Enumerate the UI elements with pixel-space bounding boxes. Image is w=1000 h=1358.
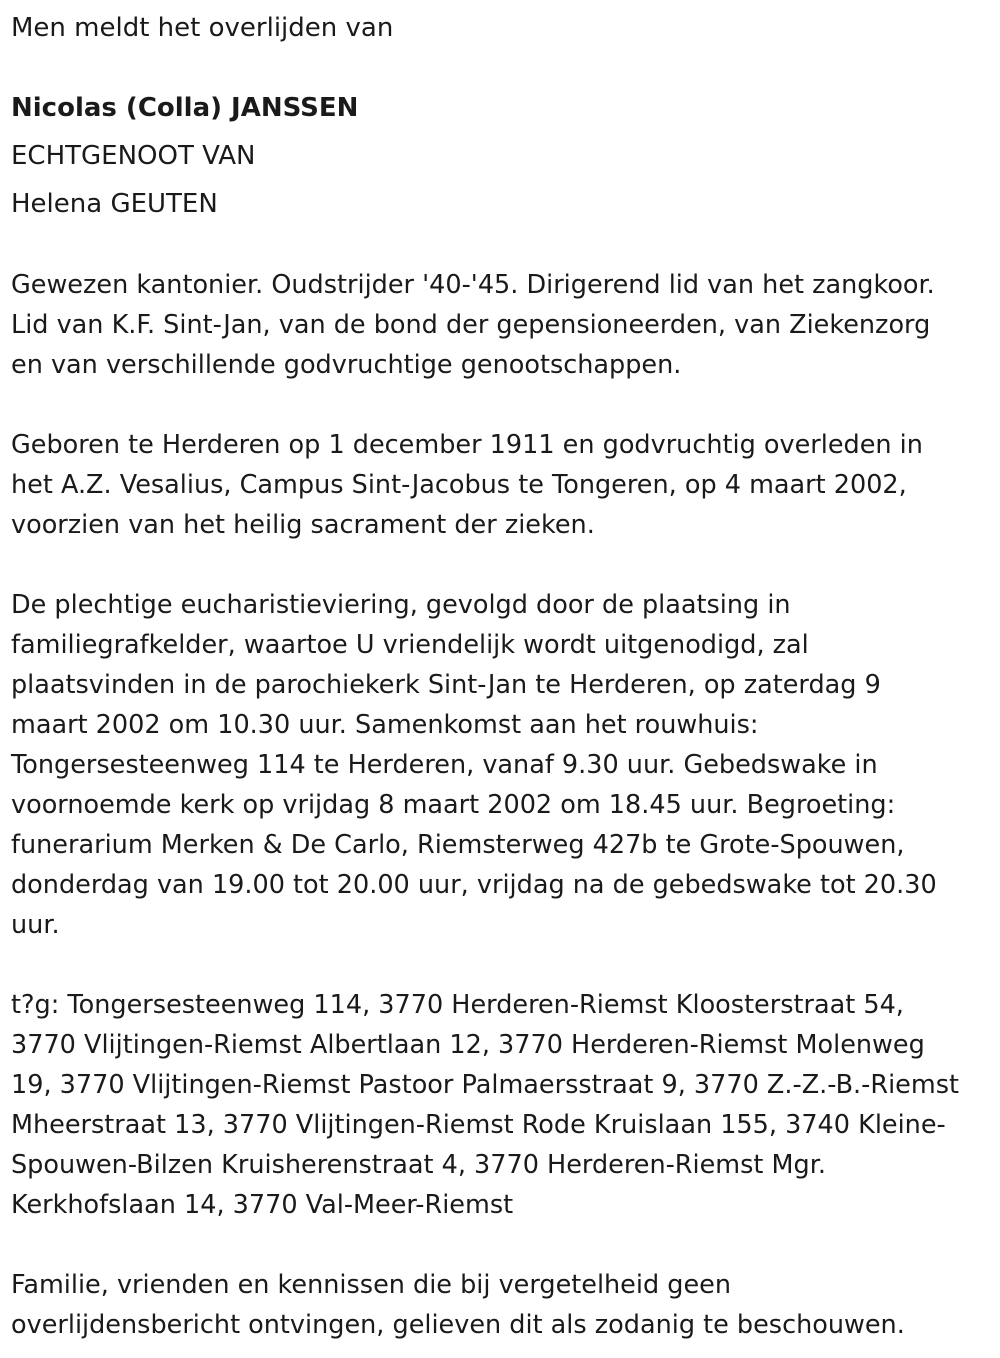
biography-paragraph: Gewezen kantonier. Oudstrijder '40-'45. Dirigerend lid van het zangkoor. Lid van K.F. Sint-Jan, van de bond der gepensioneerden, van Ziekenzorg en van verschillende godvruchtige genootschappen. [11,270,935,380]
ceremony-paragraph: De plechtige eucharistieviering, gevolgd door de plaatsing in familiegrafkelder, waartoe U vriendelijk wordt uitgenodigd, zal plaatsvinden in de parochiekerk Sint-Jan te Herderen, op zaterdag 9 maart 2002 om 10.30 uur. Samenkomst aan het rouwhuis: Tongersesteenweg 114 te Herderen, vanaf 9.30 uur. Gebedswake in voornoemde kerk op vrijdag 8 maart 2002 om 18.45 uur. Begroeting: funerarium Merken & De Carlo, Riemsterweg 427b te Grote-Spouwen, donderdag van 19.00 tot 20.00 uur, vrijdag na de gebedswake tot 20.30 uur. [11,590,937,940]
closing-paragraph: Familie, vrienden en kennissen die bij vergetelheid geen overlijdensbericht ontvingen, gelieven dit als zodanig te beschouwen. [11,1270,905,1340]
birth-death-paragraph: Geboren te Herderen op 1 december 1911 en godvruchtig overleden in het A.Z. Vesalius, Campus Sint-Jacobus te Tongeren, op 4 maart 2002, voorzien van het heilig sacrament der zieken. [11,430,923,540]
addresses-paragraph: t?g: Tongersesteenweg 114, 3770 Herderen-Riemst Kloosterstraat 54, 3770 Vlijtingen-Riemst Albertlaan 12, 3770 Herderen-Riemst Molenweg 19, 3770 Vlijtingen-Riemst Pastoor Palmaersstraat 9, 3770 Z.-Z.-B.-Riemst Mheerstraat 13, 3770 Vlijtingen-Riemst Rode Kruislaan 155, 3740 Kleine- Spouwen-Bilzen Kruisherenstraat 4, 3770 Herderen-Riemst Mgr. Kerkhofslaan 14, 3770 Val-Meer-Riemst [11,990,959,1220]
spouse-name: Helena GEUTEN [11,189,218,219]
intro-line: Men meldt het overlijden van [11,13,394,43]
deceased-name: Nicolas (Colla) JANSSEN [11,93,359,123]
relation-label: ECHTGENOOT VAN [11,141,256,171]
